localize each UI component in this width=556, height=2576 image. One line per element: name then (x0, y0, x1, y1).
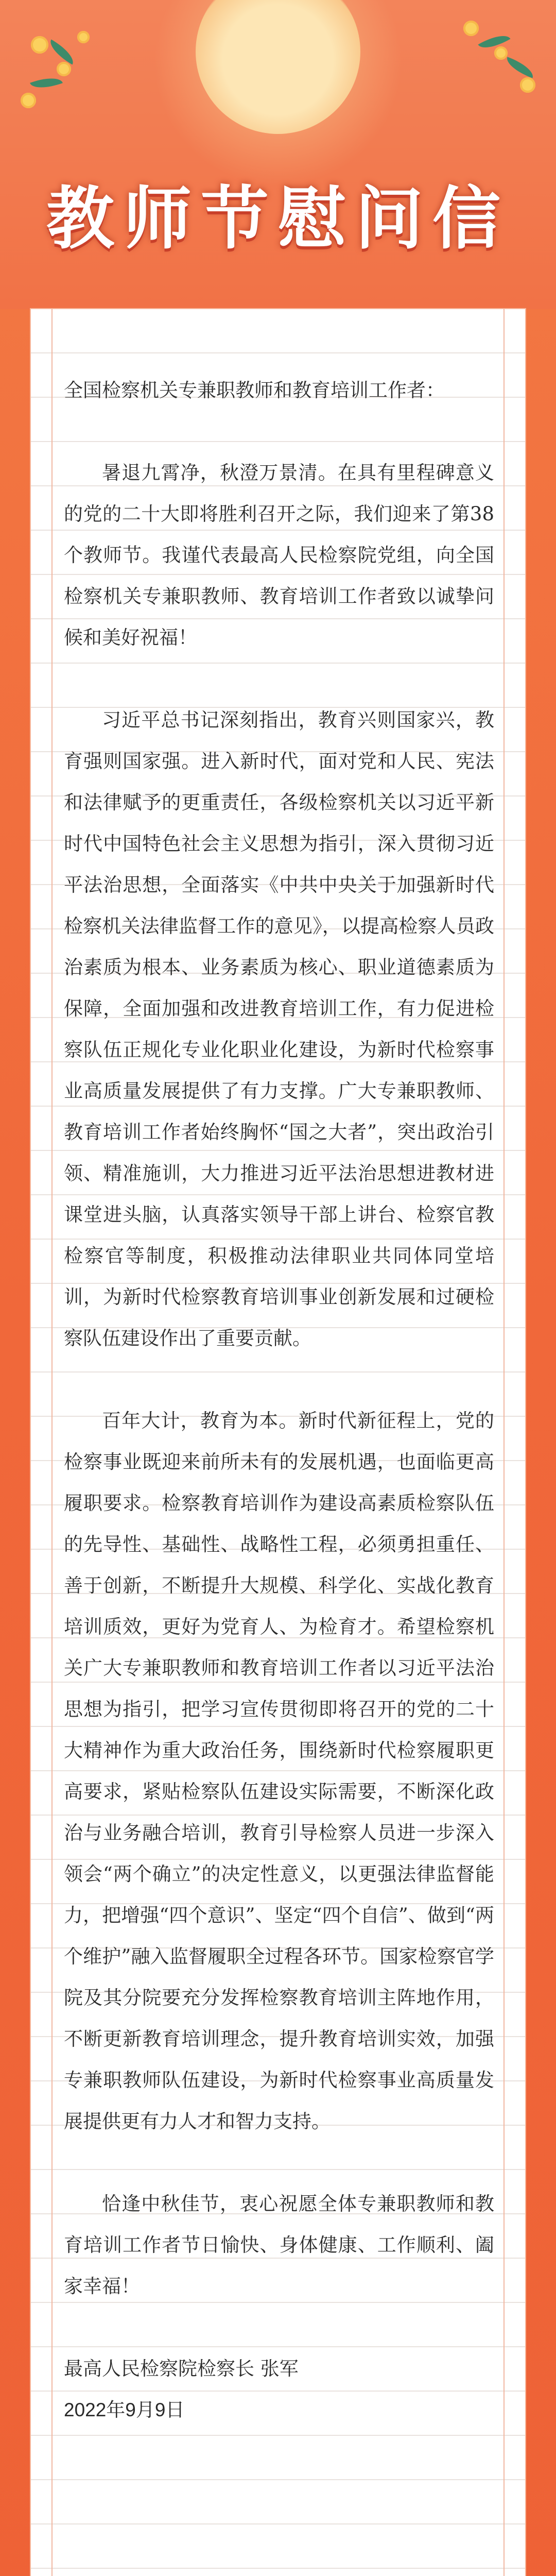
salutation: 全国检察机关专兼职教师和教育培训工作者： (64, 379, 445, 401)
page-title: 教师节慰问信 (46, 179, 510, 259)
letter-content (64, 370, 494, 2472)
osmanthus-flower-icon (463, 21, 479, 36)
left-margin-line (51, 309, 53, 2576)
signature: 最高人民检察院检察长 张军 (64, 2358, 299, 2380)
osmanthus-flower-icon (520, 77, 535, 93)
paragraph: 百年大计，教育为本。新时代新征程上，党的检察事业既迎来前所未有的发展机遇，也面临更高履职要求。检察教育培训作为建设高素质检察队伍的先导性、基础性、战略性工程，必须勇担重任、善于创新，不断提升大规模、科学化、实战化教育培训质效，更好为党育人、为检育才。希望检察机关广大专兼职教师和教育培训工作者以习近平法治思想为指引，把学习宣传贯彻即将召开的党的二十大精神作为重大政治任务，围绕新时代检察履职更高要求，紧贴检察队伍建设实际需要，不断深化政治与业务融合培训，教育引导检察人员进一步深入领会“两个确立”的决定性意义，以更强法律监督能力，把增强“四个意识”、坚定“四个自信”、做到“两个维护”融入监督履职全过程各环节。国家检察官学院及其分院要充分发挥检察教育培训主阵地作用，不断更新教育培训理念，提升教育培训实效，加强专兼职教师队伍建设，为新时代检察事业高质量发展提供更有力人才和智力支持。 (64, 1410, 494, 2132)
osmanthus-flower-icon (57, 62, 71, 76)
paragraph: 恰逢中秋佳节，衷心祝愿全体专兼职教师和教育培训工作者节日愉快、身体健康、工作顺利、阖家幸福！ (64, 2193, 494, 2297)
leaf-decoration (30, 72, 63, 93)
osmanthus-flower-icon (31, 36, 48, 54)
moon-decoration (196, 0, 360, 134)
leaf-decoration (46, 39, 78, 64)
osmanthus-flower-icon (77, 31, 90, 43)
osmanthus-flower-icon (21, 93, 36, 108)
right-margin-line (503, 309, 505, 2576)
paragraph: 习近平总书记深刻指出，教育兴则国家兴，教育强则国家强。进入新时代，面对党和人民、宪法和法律赋予的更重责任，各级检察机关以习近平新时代中国特色社会主义思想为指引，深入贯彻习近平法治思想，全面落实《中共中央关于加强新时代检察机关法律监督工作的意见》，以提高检察人员政治素质为根本、业务素质为核心、职业道德素质为保障，全面加强和改进教育培训工作，有力促进检察队伍正规化专业化职业化建设，为新时代检察事业高质量发展提供了有力支撑。广大专兼职教师、教育培训工作者始终胸怀“国之大者”，突出政治引领、精准施训，大力推进习近平法治思想进教材进课堂进头脑，认真落实领导干部上讲台、检察官教检察官等制度，积极推动法律职业共同体同堂培训，为新时代检察教育培训事业创新发展和过硬检察队伍建设作出了重要贡献。 (64, 709, 494, 1349)
leaf-decoration (503, 57, 536, 78)
paragraph: 暑退九霄净，秋澄万景清。在具有里程碑意义的党的二十大即将胜利召开之际，我们迎来了第38个教师节。我谨代表最高人民检察院党组，向全国检察机关专兼职教师、教育培训工作者致以诚挚问候和美好祝福！ (64, 462, 494, 649)
osmanthus-flower-icon (494, 46, 508, 60)
signature-date: 2022年9月9日 (64, 2399, 185, 2420)
header-banner (0, 0, 556, 309)
